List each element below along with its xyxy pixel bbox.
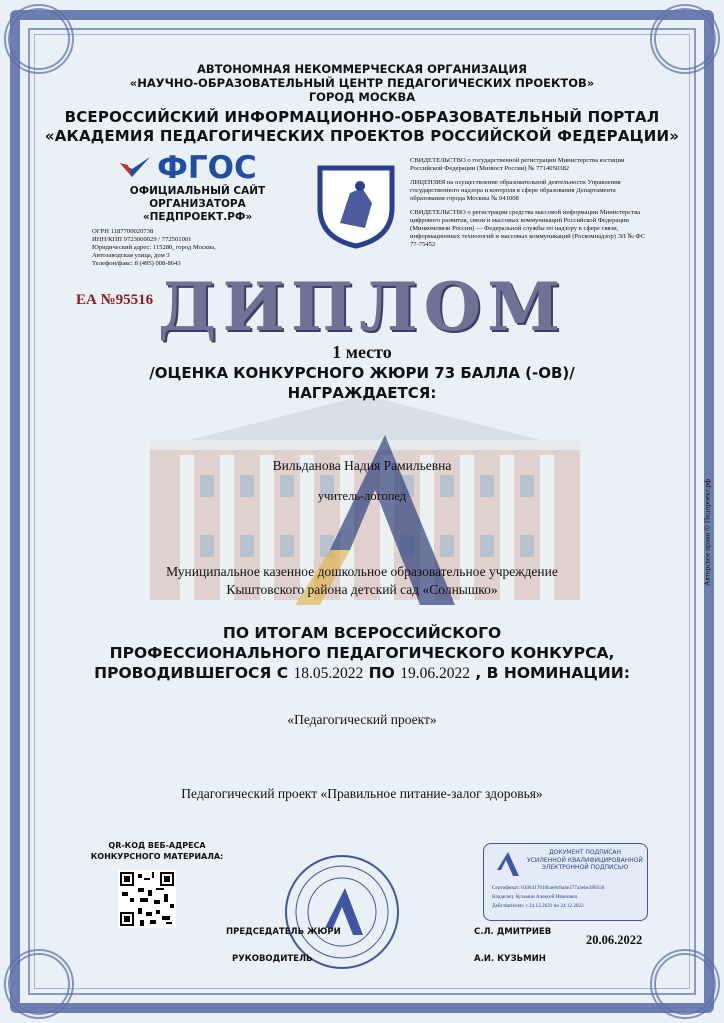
fgos-logo <box>118 150 298 186</box>
corner-ornament-bottom-right <box>650 949 720 1019</box>
e-signature-stamp <box>483 843 648 921</box>
stamp-owner: Владелец: Кузьмин Алексей Иванович <box>492 894 578 900</box>
fgos-logo-text: ФГОС <box>157 150 257 186</box>
stamp-validity: Действителен: с 24.12.2021 по 24.12.2022 <box>492 903 584 909</box>
registration-paragraph-1: СВИДЕТЕЛЬСТВО о государственной регистрации Министерства юстиции Российской Федерации (Минюст России) № 7714050382 <box>410 157 625 172</box>
contest-line-1: ПО ИТОГАМ ВСЕРОССИЙСКОГО <box>222 624 502 642</box>
contest-line-2: ПРОФЕССИОНАЛЬНОГО ПЕДАГОГИЧЕСКОГО КОНКУРСА, <box>109 644 615 662</box>
diploma-number: ЕА №95516 <box>76 292 154 308</box>
contest-line-3 <box>0 664 724 683</box>
official-site-block <box>110 185 285 224</box>
recipient-org-line-2: Кыштовского района детский сад «Солнышко» <box>226 582 498 597</box>
date-from: 18.05.2022 <box>293 665 364 682</box>
detail-ogrn: ОГРН 1187700020738 <box>92 228 154 235</box>
detail-phone: Телефон/факс: 8 (495) 008-8643 <box>92 260 181 267</box>
head-label: РУКОВОДИТЕЛЬ <box>232 954 313 964</box>
media-registration-paragraph: СВИДЕТЕЛЬСТВО о регистрации средства массовой информации Министерства цифрового развития, связи и массовых коммуникаций Российской Федерации (Минкомсвязи России) — Федеральной службы по надзору в сфере связи, информационных технологий и массовых коммуникаций (Роскомнадзор) ЭЛ № ФС 77-75452 <box>410 209 646 248</box>
date-to: 19.06.2022 <box>400 665 470 682</box>
stamp-title-line-3: ЭЛЕКТРОННОЙ ПОДПИСЬЮ <box>541 864 629 871</box>
qr-label-line-2: КОНКУРСНОГО МАТЕРИАЛА: <box>90 852 224 861</box>
portal-line-1: ВСЕРОССИЙСКИЙ ИНФОРМАЦИОННО-ОБРАЗОВАТЕЛЬНЫЙ ПОРТАЛ <box>64 108 660 126</box>
detail-address-1: Юридический адрес: 115280, город Москва, <box>92 244 216 251</box>
stamp-title-line-2: УСИЛЕННОЙ КВАЛИФИЦИРОВАННОЙ <box>527 856 643 864</box>
stamp-details <box>492 884 644 911</box>
stamp-title <box>524 849 646 872</box>
recipient-org-line-1: Муниципальное казенное дошкольное образовательное учреждение <box>166 564 558 579</box>
copyright-side-text-wrap <box>702 438 712 628</box>
qr-label-line-1: QR-КОД ВЕБ-АДРЕСА <box>108 841 206 850</box>
org-line-3: ГОРОД МОСКВА <box>308 90 416 104</box>
corner-ornament-bottom-left <box>4 949 74 1019</box>
official-line-1: ОФИЦИАЛЬНЫЙ САЙТ <box>129 185 266 197</box>
stamp-certificate: Сертификат: 0306417810bae8c8a4e377a3ebe390558 <box>492 885 605 891</box>
official-line-2: ОРГАНИЗАТОРА <box>149 198 246 210</box>
qr-code-image[interactable] <box>118 870 176 928</box>
stamp-title-line-1: ДОКУМЕНТ ПОДПИСАН <box>548 849 622 856</box>
chair-name: С.Л. ДМИТРИЕВ <box>474 927 552 937</box>
fgos-checkmark-icon <box>118 155 152 181</box>
awarded-label: НАГРАЖДАЕТСЯ: <box>287 384 437 402</box>
project-title: Педагогический проект «Правильное питание-залог здоровья» <box>181 786 543 801</box>
copyright-side-text: Авторское право © Педпроект.рф <box>702 479 712 587</box>
registration-info <box>410 157 650 249</box>
org-details <box>92 228 302 268</box>
org-line-2: «НАУЧНО-ОБРАЗОВАТЕЛЬНЫЙ ЦЕНТР ПЕДАГОГИЧЕСКИХ ПРОЕКТОВ» <box>129 76 595 90</box>
chair-label: ПРЕДСЕДАТЕЛЬ ЖЮРИ <box>226 927 341 937</box>
recipient-name: Вильданова Надия Рамильевна <box>272 458 452 473</box>
score-line: /ОЦЕНКА КОНКУРСНОГО ЖЮРИ 73 БАЛЛА (-ОВ)/ <box>149 364 575 382</box>
license-paragraph: ЛИЦЕНЗИЯ на осуществление образовательной деятельности Управления государственного надзора и контроля в сфере образования Департамента образования города Москвы № 041008 <box>410 179 621 202</box>
moscow-emblem-icon <box>310 158 402 250</box>
portal-line-2: «АКАДЕМИЯ ПЕДАГОГИЧЕСКИХ ПРОЕКТОВ РОССИЙСКОЙ ФЕДЕРАЦИИ» <box>44 127 680 145</box>
official-line-3: «ПЕДПРОЕКТ.РФ» <box>142 211 253 223</box>
place-label: 1 место <box>332 342 392 362</box>
nomination: «Педагогический проект» <box>287 712 437 727</box>
recipient-position: учитель-логопед <box>317 489 407 503</box>
contest-line-3-suffix: , В НОМИНАЦИИ: <box>475 664 630 682</box>
org-line-1: АВТОНОМНАЯ НЕКОММЕРЧЕСКАЯ ОРГАНИЗАЦИЯ <box>197 62 527 76</box>
detail-inn: ИНН/КПП 9723000029 / 772501001 <box>92 236 192 243</box>
issue-date: 20.06.2022 <box>586 933 643 947</box>
qr-label <box>82 840 232 862</box>
contest-line-3-prefix: ПРОВОДИВШЕГОСЯ С <box>94 664 289 682</box>
academy-logo-icon <box>492 850 520 878</box>
diploma-title: ДИПЛОМ <box>157 268 567 346</box>
contest-line-3-mid: ПО <box>368 664 395 682</box>
detail-address-2: Автозаводская улица, дом 3 <box>92 252 170 259</box>
head-name: А.И. КУЗЬМИН <box>474 954 546 964</box>
